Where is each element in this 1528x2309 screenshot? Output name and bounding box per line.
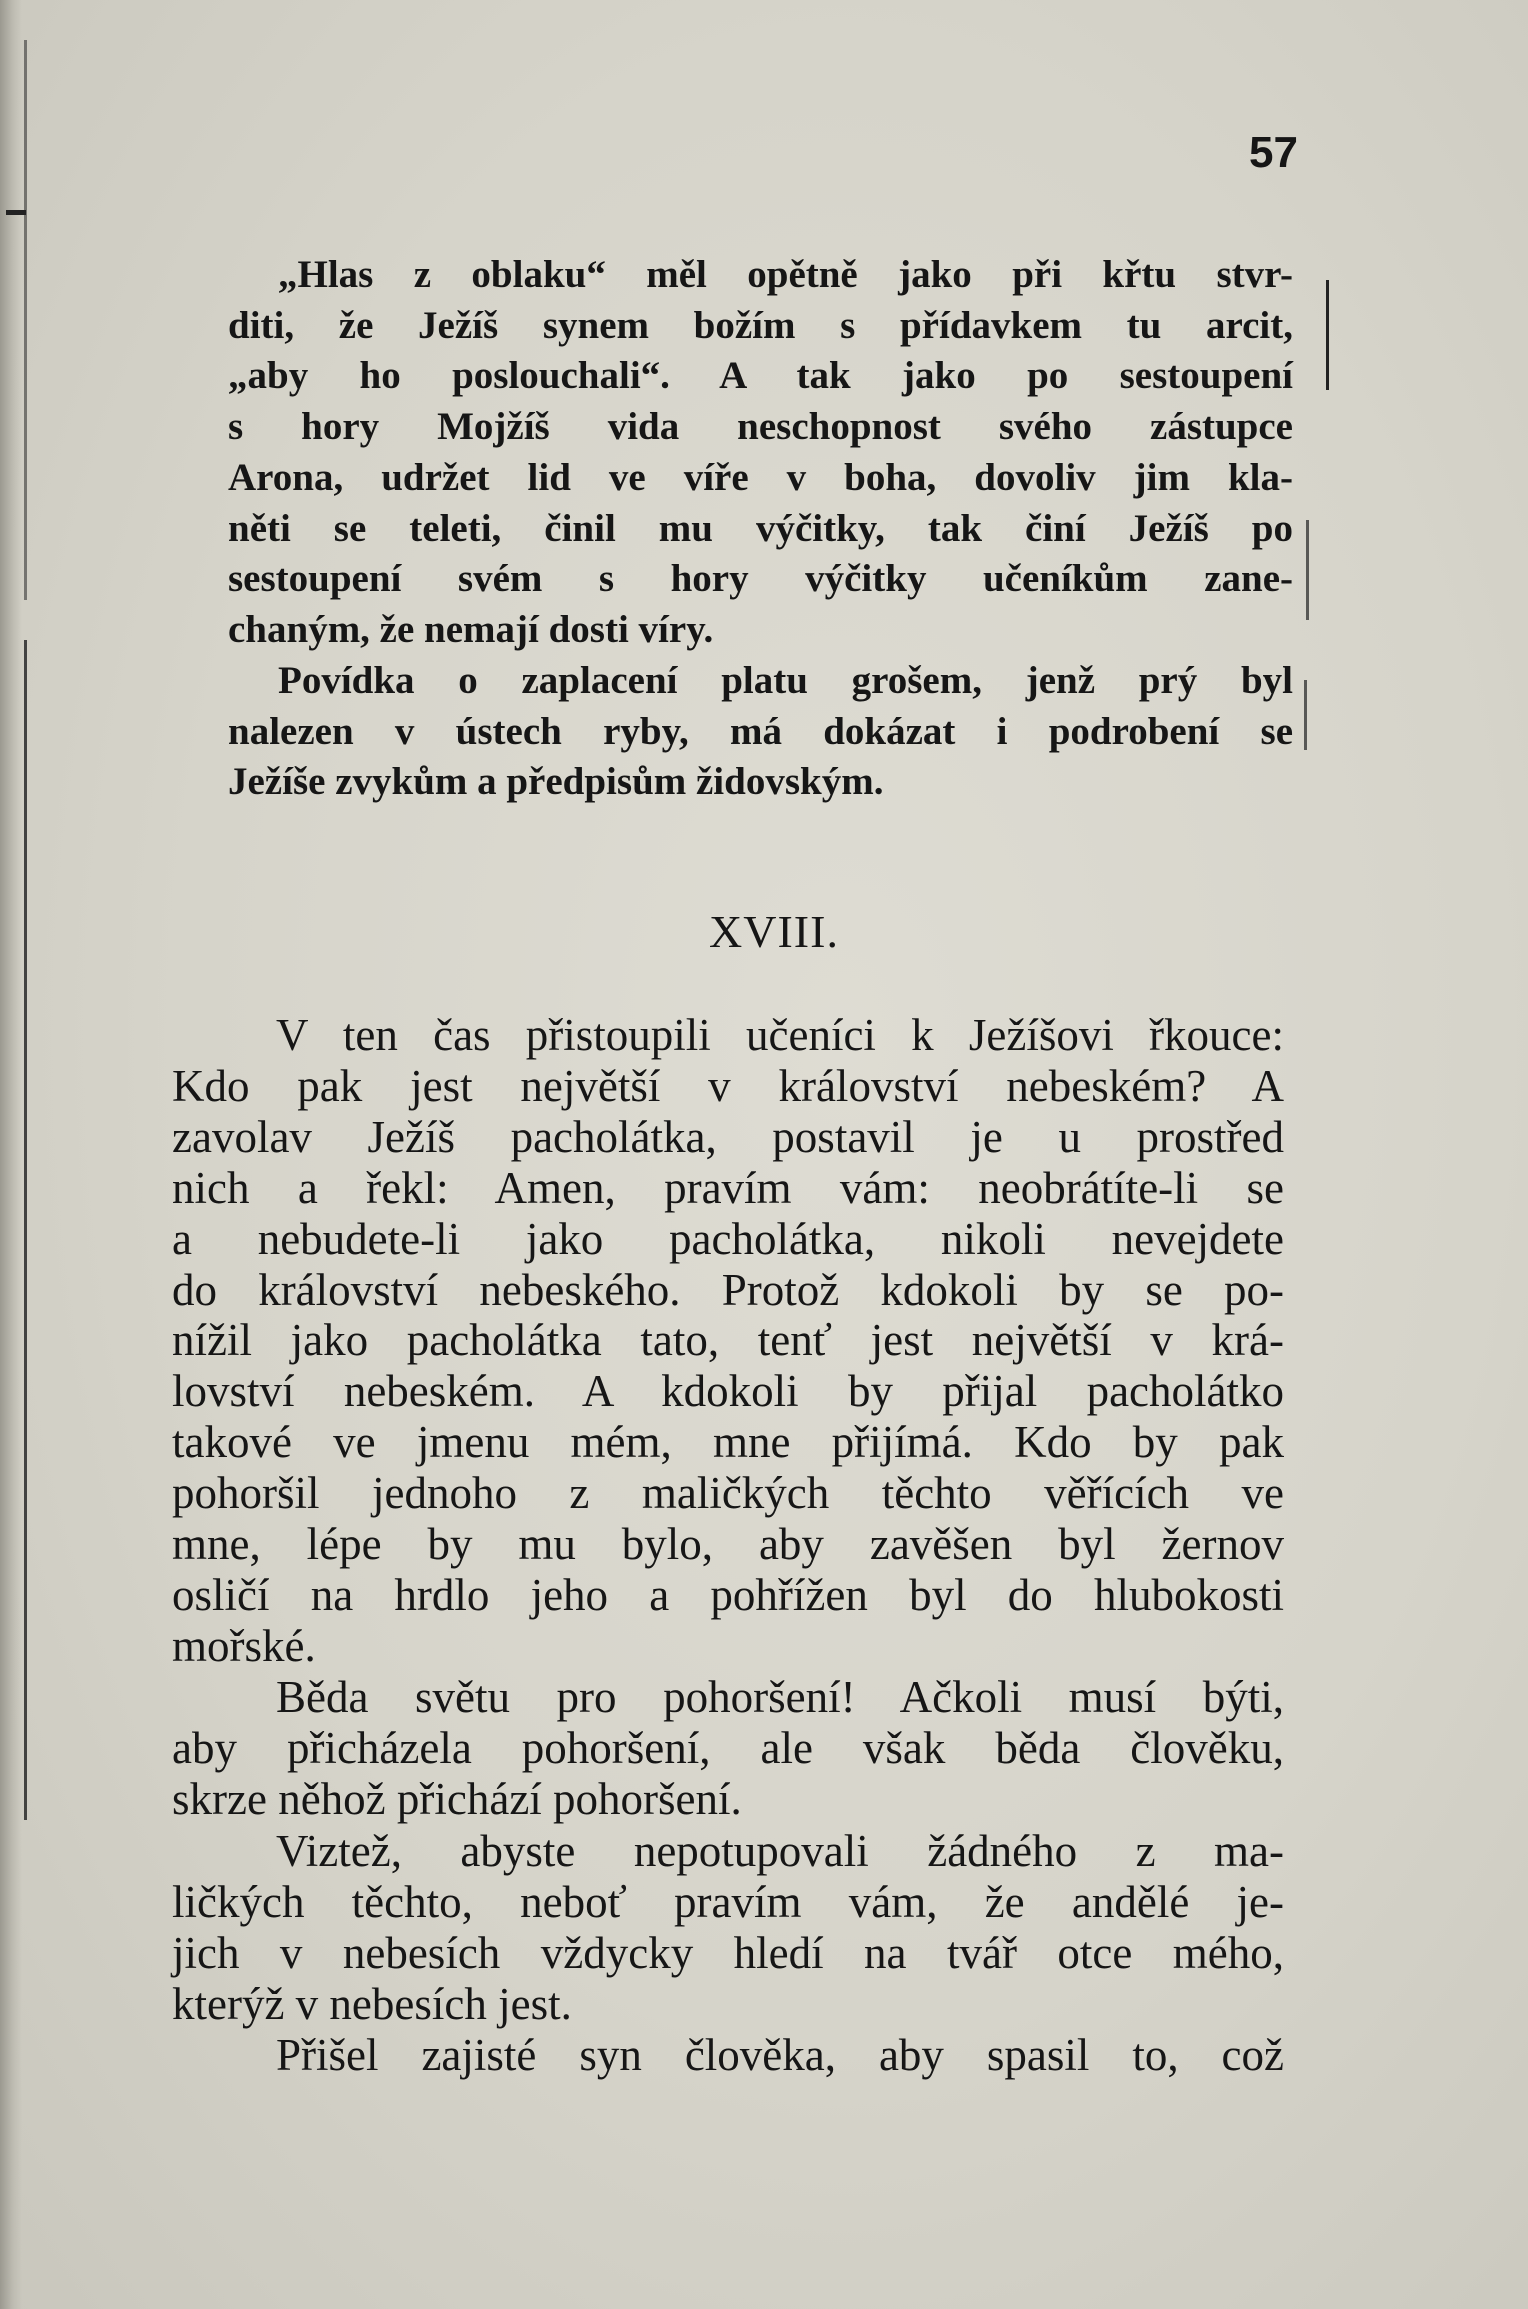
text-line: V ten čas přistoupili učeníci k Ježíšovi řkouce:	[276, 1010, 1284, 1060]
text-line: „Hlas z oblaku“ měl opětně jako při křtu stvr-	[278, 253, 1293, 296]
text-line: Arona, udržet lid ve víře v boha, dovoliv jim kla-	[228, 455, 1293, 499]
paragraph-scripture-2	[172, 1672, 1284, 1825]
text-line: a nebudete-li jako pacholátka, nikoli nevejdete	[172, 1213, 1284, 1264]
paragraph-scripture-4	[172, 2030, 1284, 2081]
chapter-heading: XVIII.	[709, 906, 839, 957]
text-line: nich a řekl: Amen, pravím vám: neobrátíte-li se	[172, 1162, 1284, 1213]
text-line: Ježíše zvykům a předpisům židovským.	[228, 760, 884, 804]
text-line: diti, že Ježíš synem božím s přídavkem tu arcit,	[228, 303, 1293, 347]
text-line: „aby ho poslouchali“. A tak jako po sestoupení	[228, 354, 1293, 398]
text-line: s hory Mojžíš vida neschopnost svého zástupce	[228, 405, 1293, 449]
text-line: pohoršil jednoho z maličkých těchto věřících ve	[172, 1468, 1284, 1519]
text-line: skrze něhož přichází pohoršení.	[172, 1773, 742, 1824]
text-line: něti se teleti, činil mu výčitky, tak činí Ježíš po	[228, 506, 1293, 550]
text-line: ličkých těchto, neboť pravím vám, že andělé je-	[172, 1876, 1284, 1927]
margin-mark-right-2	[1306, 520, 1309, 620]
text-line: Povídka o zaplacení platu grošem, jenž prý byl	[278, 659, 1293, 702]
paragraph-scripture-1	[172, 1010, 1284, 1672]
text-line: kterýž v nebesích jest.	[172, 1978, 572, 2029]
margin-rule-lower	[24, 640, 27, 1820]
page-number: 57	[1249, 128, 1298, 177]
text-line: takové ve jmenu mém, mne přijímá. Kdo by pak	[172, 1417, 1284, 1468]
paragraph-scripture-3	[172, 1826, 1284, 2030]
text-line: Přišel zajisté syn člověka, aby spasil to, což	[276, 2030, 1284, 2080]
text-line: osličí na hrdlo jeho a pohřížen byl do hlubokosti	[172, 1569, 1284, 1620]
text-line: Běda světu pro pohoršení! Ačkoli musí býti,	[276, 1672, 1284, 1722]
paragraph-commentary-1	[228, 250, 1293, 656]
text-line: do království nebeského. Protož kdokoli by se po-	[172, 1264, 1284, 1315]
margin-mark-left-tick	[6, 210, 26, 215]
text-line: jich v nebesích vždycky hledí na tvář otce mého,	[172, 1927, 1284, 1978]
text-line: Kdo pak jest největší v království nebeském? A	[172, 1060, 1284, 1111]
text-line: aby přicházela pohoršení, ale však běda člověku,	[172, 1722, 1284, 1773]
margin-mark-right-1	[1326, 280, 1329, 390]
text-line: chaným, že nemají dosti víry.	[228, 607, 714, 651]
text-line: zavolav Ježíš pacholátka, postavil je u prostřed	[172, 1111, 1284, 1162]
text-line: sestoupení svém s hory výčitky učeníkům zane-	[228, 557, 1293, 601]
text-line: nížil jako pacholátka tato, tenť jest největší v krá-	[172, 1315, 1284, 1366]
margin-rule-upper	[24, 40, 27, 600]
text-line: lovství nebeském. A kdokoli by přijal pacholátko	[172, 1366, 1284, 1417]
text-line: mořské.	[172, 1620, 316, 1671]
margin-mark-right-3	[1304, 680, 1307, 750]
text-line: nalezen v ústech ryby, má dokázat i podrobení se	[228, 709, 1293, 753]
text-line: mne, lépe by mu bylo, aby zavěšen byl žernov	[172, 1519, 1284, 1570]
text-line: Viztež, abyste nepotupovali žádného z ma-	[276, 1826, 1284, 1876]
binding-edge	[0, 0, 22, 2309]
paragraph-commentary-2	[228, 656, 1293, 808]
